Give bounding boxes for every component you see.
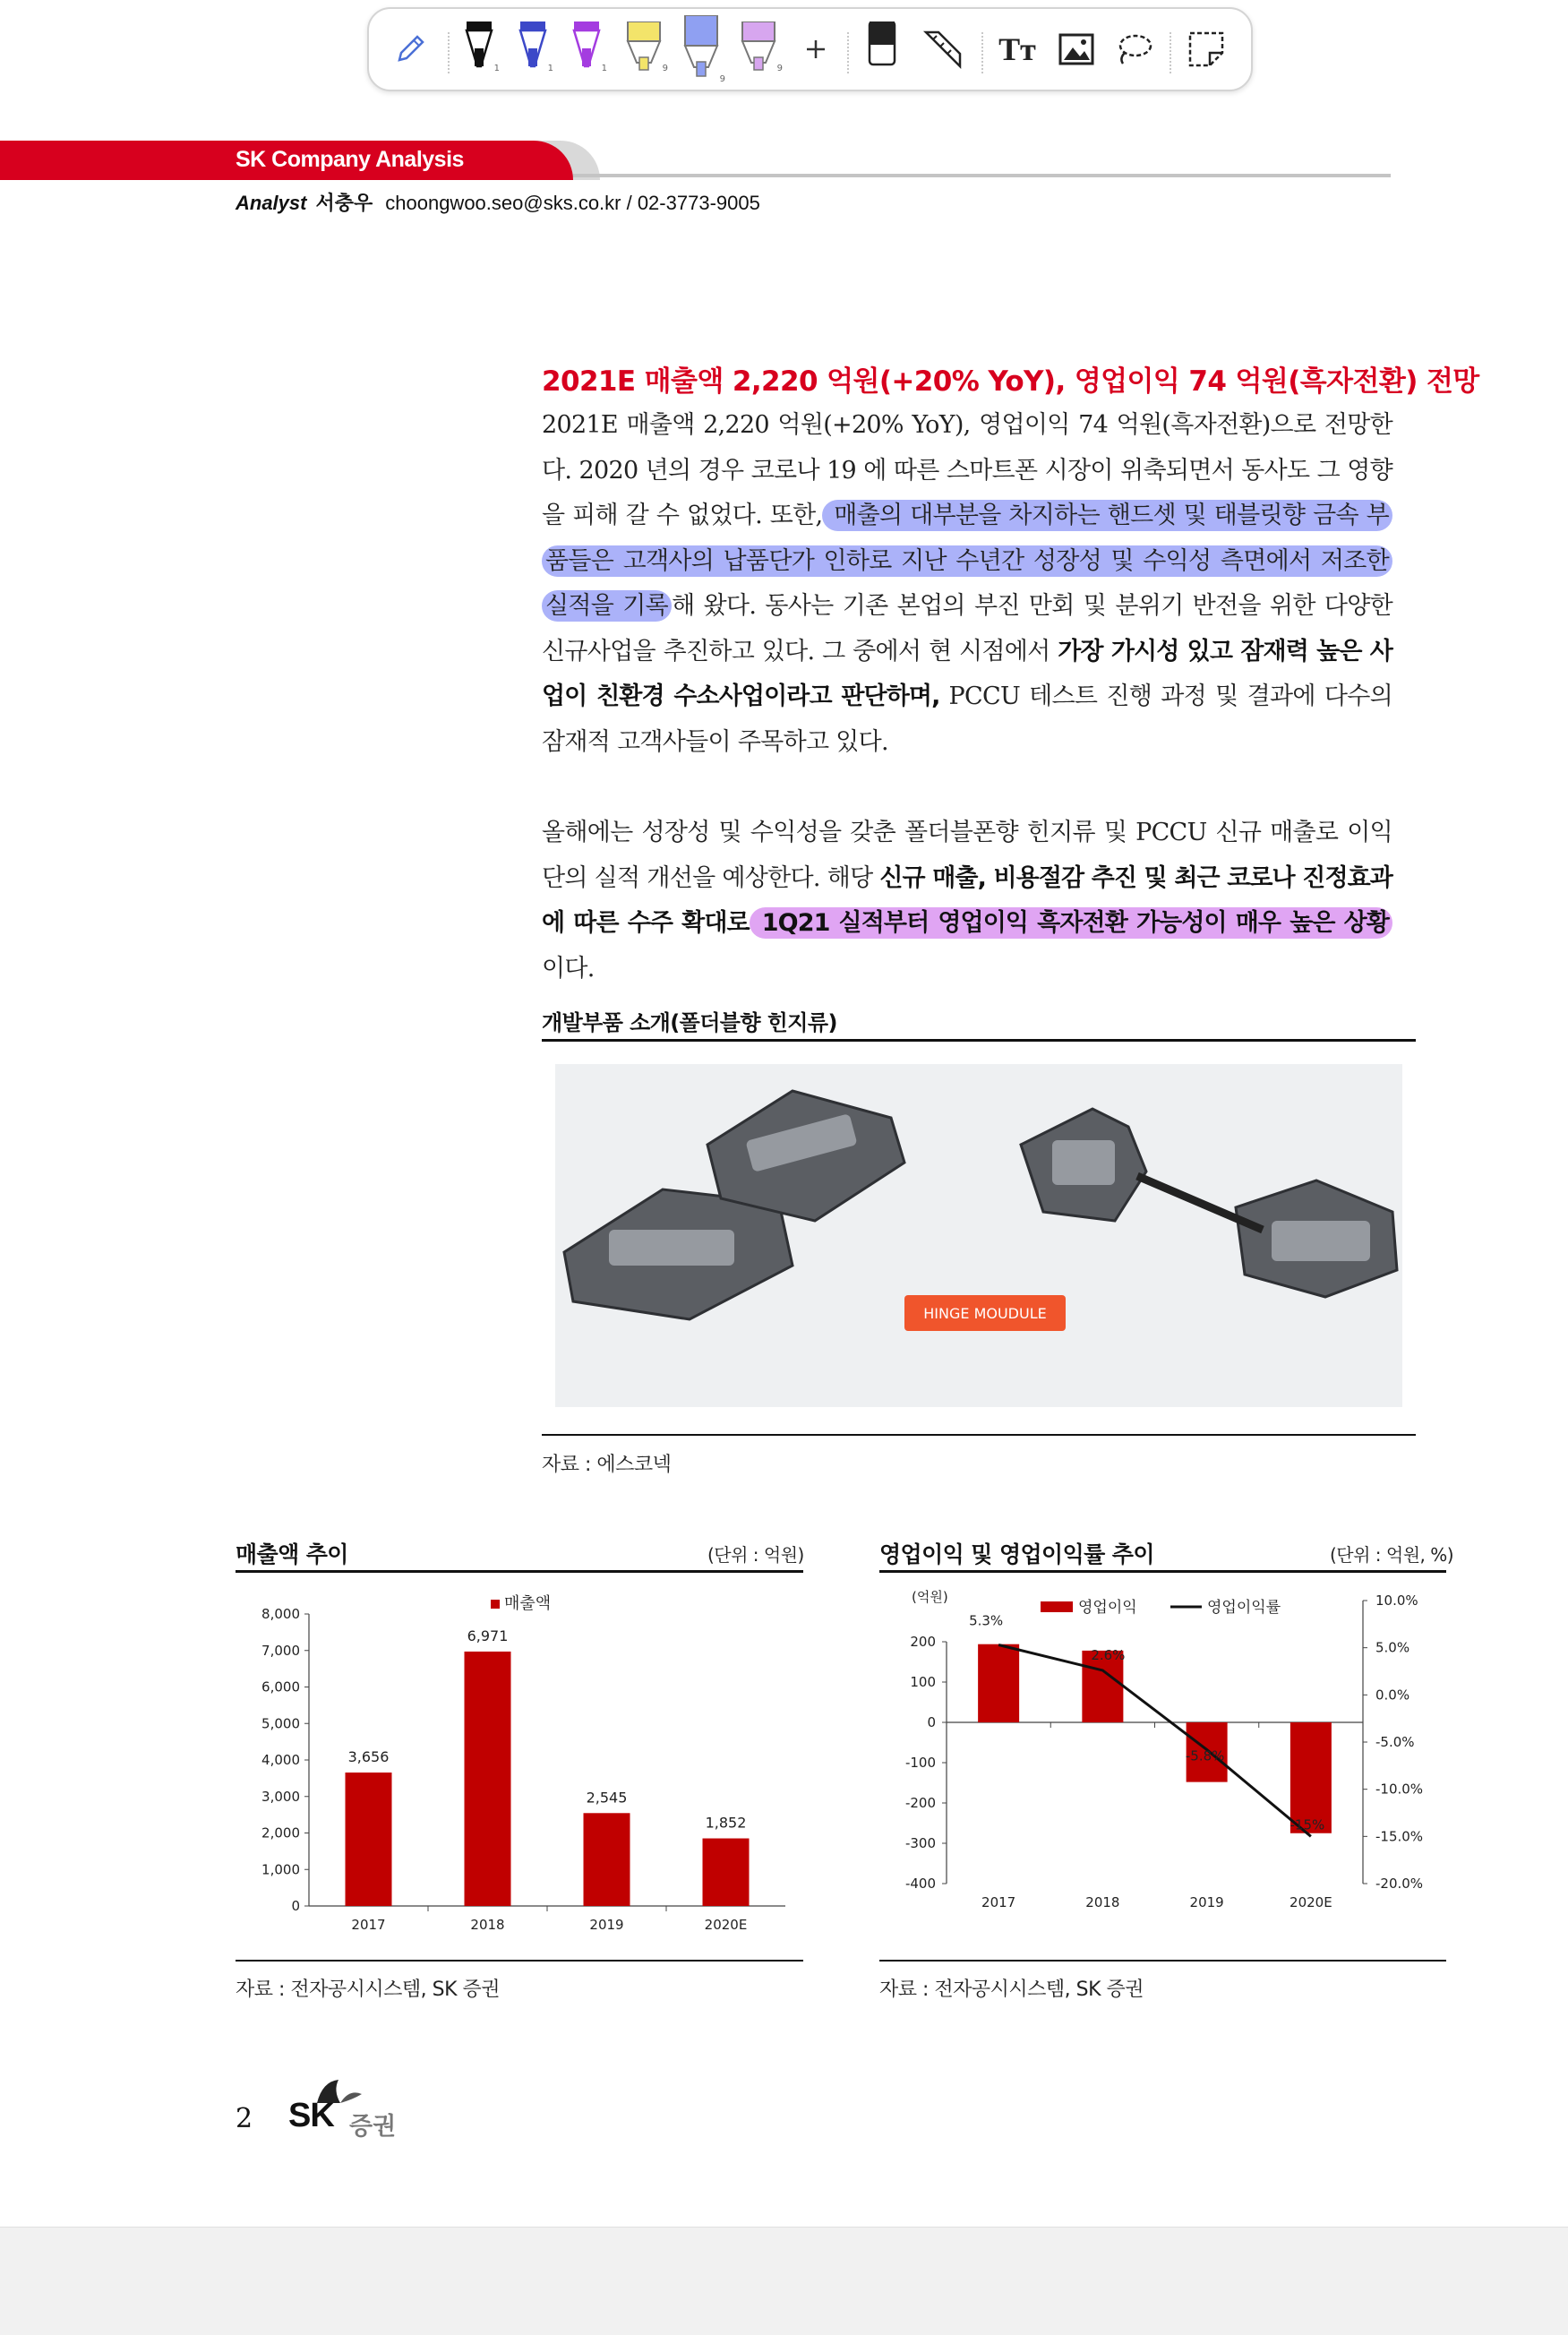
right-y-tick-label: 10.0% — [1375, 1592, 1418, 1609]
x-tick-label: 2019 — [589, 1917, 624, 1933]
right-chart-unit: (단위 : 억원, %) — [1330, 1544, 1454, 1566]
figure-top-rule — [542, 1039, 1416, 1042]
section-heading: 2021E 매출액 2,220 억원(+20% YoY), 영업이익 74 억원(흑자전환) 전망 — [542, 365, 1479, 398]
right-y-tick-label: 5.0% — [1375, 1639, 1410, 1656]
left-axis-label: (억원) — [912, 1589, 948, 1605]
figure-bottom-rule — [542, 1434, 1416, 1436]
operating-profit-combo-chart — [879, 1576, 1446, 1953]
analyst-info — [236, 188, 760, 216]
x-tick-label: 2018 — [1085, 1894, 1120, 1910]
text-tool-icon[interactable]: Tт — [998, 31, 1036, 67]
pen-purple-icon[interactable]: 1 — [564, 9, 609, 90]
x-tick-label: 2019 — [1189, 1894, 1224, 1910]
left-y-tick-label: -100 — [904, 1755, 936, 1771]
report-series-title: SK Company Analysis — [236, 147, 464, 172]
bar-2017 — [978, 1644, 1019, 1722]
paragraph-text: 이다. — [542, 954, 595, 983]
line-data-label: -5.8% — [1185, 1747, 1225, 1764]
bar-data-label: 3,656 — [347, 1748, 390, 1766]
right-y-tick-label: -10.0% — [1375, 1781, 1424, 1798]
paragraph-text: 올해에는 성장성 및 수익성을 갖춘 폴더블폰향 힌지류 및 PCCU 신규 매출로 이익단의 실적 개선을 예상한다. 해당 — [542, 819, 1392, 892]
page-number: 2 — [236, 2103, 253, 2134]
figure-source: 자료 : 에스코넥 — [542, 1454, 672, 1476]
line-data-label: 5.3% — [969, 1612, 1004, 1629]
sticky-note-icon[interactable] — [1178, 9, 1234, 90]
ruler-icon[interactable] — [915, 9, 971, 90]
bar-2017 — [346, 1773, 392, 1906]
figure-title: 개발부품 소개(폴더블향 힌지류) — [542, 1010, 837, 1035]
y-tick-label: 5,000 — [261, 1715, 300, 1732]
x-tick-label: 2020E — [1290, 1894, 1332, 1910]
lasso-icon[interactable] — [1107, 9, 1161, 90]
left-y-tick-label: 0 — [927, 1714, 936, 1730]
left-y-tick-label: -200 — [904, 1795, 936, 1811]
right-y-tick-label: 0.0% — [1375, 1687, 1410, 1704]
eraser-icon[interactable] — [858, 9, 906, 90]
revenue-bar-chart — [236, 1576, 803, 1953]
margin-line — [998, 1645, 1311, 1837]
y-tick-label: 1,000 — [261, 1861, 300, 1878]
legend-swatch-bar — [1041, 1601, 1073, 1612]
right-chart-title: 영업이익 및 영업이익률 추이 — [879, 1541, 1154, 1567]
y-tick-label: 8,000 — [261, 1606, 300, 1622]
paragraph-text: PCCU 테스트 진행 과정 및 결과에 다수의 잠재적 고객사들이 주목하고 있다. — [542, 682, 1392, 756]
paragraph-text: 2021E 매출액 2,220 억원(+20% YoY), 영업이익 74 억원(흑자전환)으로 전망한다. 2020 년의 경우 코로나 19 에 따른 스마트폰 시장이 위축되면서 동사도 그 영향을 피해 갈 수 없었다. 또한, — [542, 411, 1392, 529]
legend-swatch — [491, 1600, 500, 1609]
logo-korean-text: 증권 — [349, 2113, 397, 2141]
y-tick-label: 6,000 — [261, 1678, 300, 1695]
left-chart-bottom-rule — [236, 1960, 803, 1962]
y-tick-label: 4,000 — [261, 1752, 300, 1768]
right-chart-bottom-rule — [879, 1960, 1446, 1962]
highlighter-yellow-icon[interactable]: 9 — [618, 9, 670, 90]
bar-data-label: 1,852 — [705, 1814, 747, 1832]
y-tick-label: 7,000 — [261, 1642, 300, 1659]
x-tick-label: 2017 — [351, 1917, 386, 1933]
bold-text: 신규 매출, 비용절감 추진 및 최근 코로나 진정효과에 따른 수주 확대로 — [542, 863, 1392, 937]
bar-2020E — [703, 1839, 750, 1906]
add-pen-icon[interactable] — [793, 9, 838, 90]
analyst-name: 서충우 — [315, 192, 373, 214]
right-chart-source: 자료 : 전자공시시스템, SK 증권 — [879, 1979, 1144, 2001]
highlight-blue: 매출의 대부분을 차지하는 핸드셋 및 태블릿향 금속 부품들은 고객사의 납품단가 인하로 지난 수년간 성장성 및 수익성 측면에서 저조한 실적을 기록 — [542, 500, 1392, 622]
paragraph-text: 해 왔다. 동사는 기존 본업의 부진 만회 및 분위기 반전을 위한 다양한 신규사업을 추진하고 있다. 그 중에서 현 시점에서 — [542, 592, 1393, 665]
left-chart-source: 자료 : 전자공시시스템, SK 증권 — [236, 1979, 501, 2001]
bold-text: 가장 가시성 있고 잠재력 높은 사업이 친환경 수소사업이라고 판단하며, — [542, 637, 1392, 710]
highlighter-purple-icon[interactable]: 9 — [733, 9, 784, 90]
line-data-label: -15% — [1290, 1816, 1325, 1833]
annotation-toolbar — [367, 7, 1253, 91]
y-tick-label: 3,000 — [261, 1788, 300, 1805]
viewer-bottom-bar — [0, 2227, 1568, 2335]
right-y-tick-label: -5.0% — [1375, 1734, 1415, 1750]
left-chart-title: 매출액 추이 — [236, 1541, 348, 1567]
bar-2019 — [584, 1813, 630, 1906]
left-y-tick-label: -300 — [904, 1835, 936, 1851]
line-data-label: 2.6% — [1091, 1646, 1126, 1663]
pencil-icon[interactable] — [385, 9, 435, 90]
analyst-contact: choongwoo.seo@sks.co.kr / 02-3773-9005 — [385, 192, 760, 214]
x-tick-label: 2020E — [704, 1917, 748, 1933]
hinge-module-tag: HINGE MOUDULE — [904, 1295, 1066, 1331]
left-y-tick-label: -400 — [904, 1876, 936, 1892]
pen-black-icon[interactable]: 1 — [457, 9, 501, 90]
highlight-purple: 1Q21 실적부터 영업이익 흑자전환 가능성이 매우 높은 상황 — [750, 907, 1392, 939]
right-y-tick-label: -20.0% — [1375, 1876, 1424, 1892]
paragraph-forecast — [542, 811, 1392, 992]
y-tick-label: 0 — [291, 1898, 300, 1914]
legend-label-line: 영업이익률 — [1207, 1599, 1281, 1617]
bar-data-label: 2,545 — [586, 1789, 628, 1807]
header-rule — [537, 174, 1391, 177]
legend-label-bar: 영업이익 — [1078, 1599, 1137, 1617]
bar-data-label: 6,971 — [467, 1627, 509, 1644]
x-tick-label: 2018 — [470, 1917, 505, 1933]
highlighter-blue-icon[interactable]: 9 — [675, 9, 727, 90]
logo-sk-text: SK — [288, 2097, 334, 2134]
right-chart-top-rule — [879, 1570, 1446, 1573]
left-y-tick-label: 100 — [910, 1674, 936, 1690]
left-y-tick-label: 200 — [910, 1634, 936, 1650]
y-tick-label: 2,000 — [261, 1824, 300, 1841]
paragraph-outlook — [542, 403, 1392, 765]
left-chart-top-rule — [236, 1570, 803, 1573]
pen-blue-icon[interactable]: 1 — [510, 9, 555, 90]
analyst-role: Analyst — [236, 192, 307, 214]
right-y-tick-label: -15.0% — [1375, 1828, 1424, 1845]
x-tick-label: 2017 — [981, 1894, 1016, 1910]
bar-2018 — [465, 1652, 511, 1906]
left-chart-unit: (단위 : 억원) — [707, 1544, 804, 1566]
hinge-module-photo — [555, 1064, 1402, 1407]
legend-label: 매출액 — [504, 1594, 552, 1613]
image-icon[interactable] — [1050, 9, 1103, 90]
